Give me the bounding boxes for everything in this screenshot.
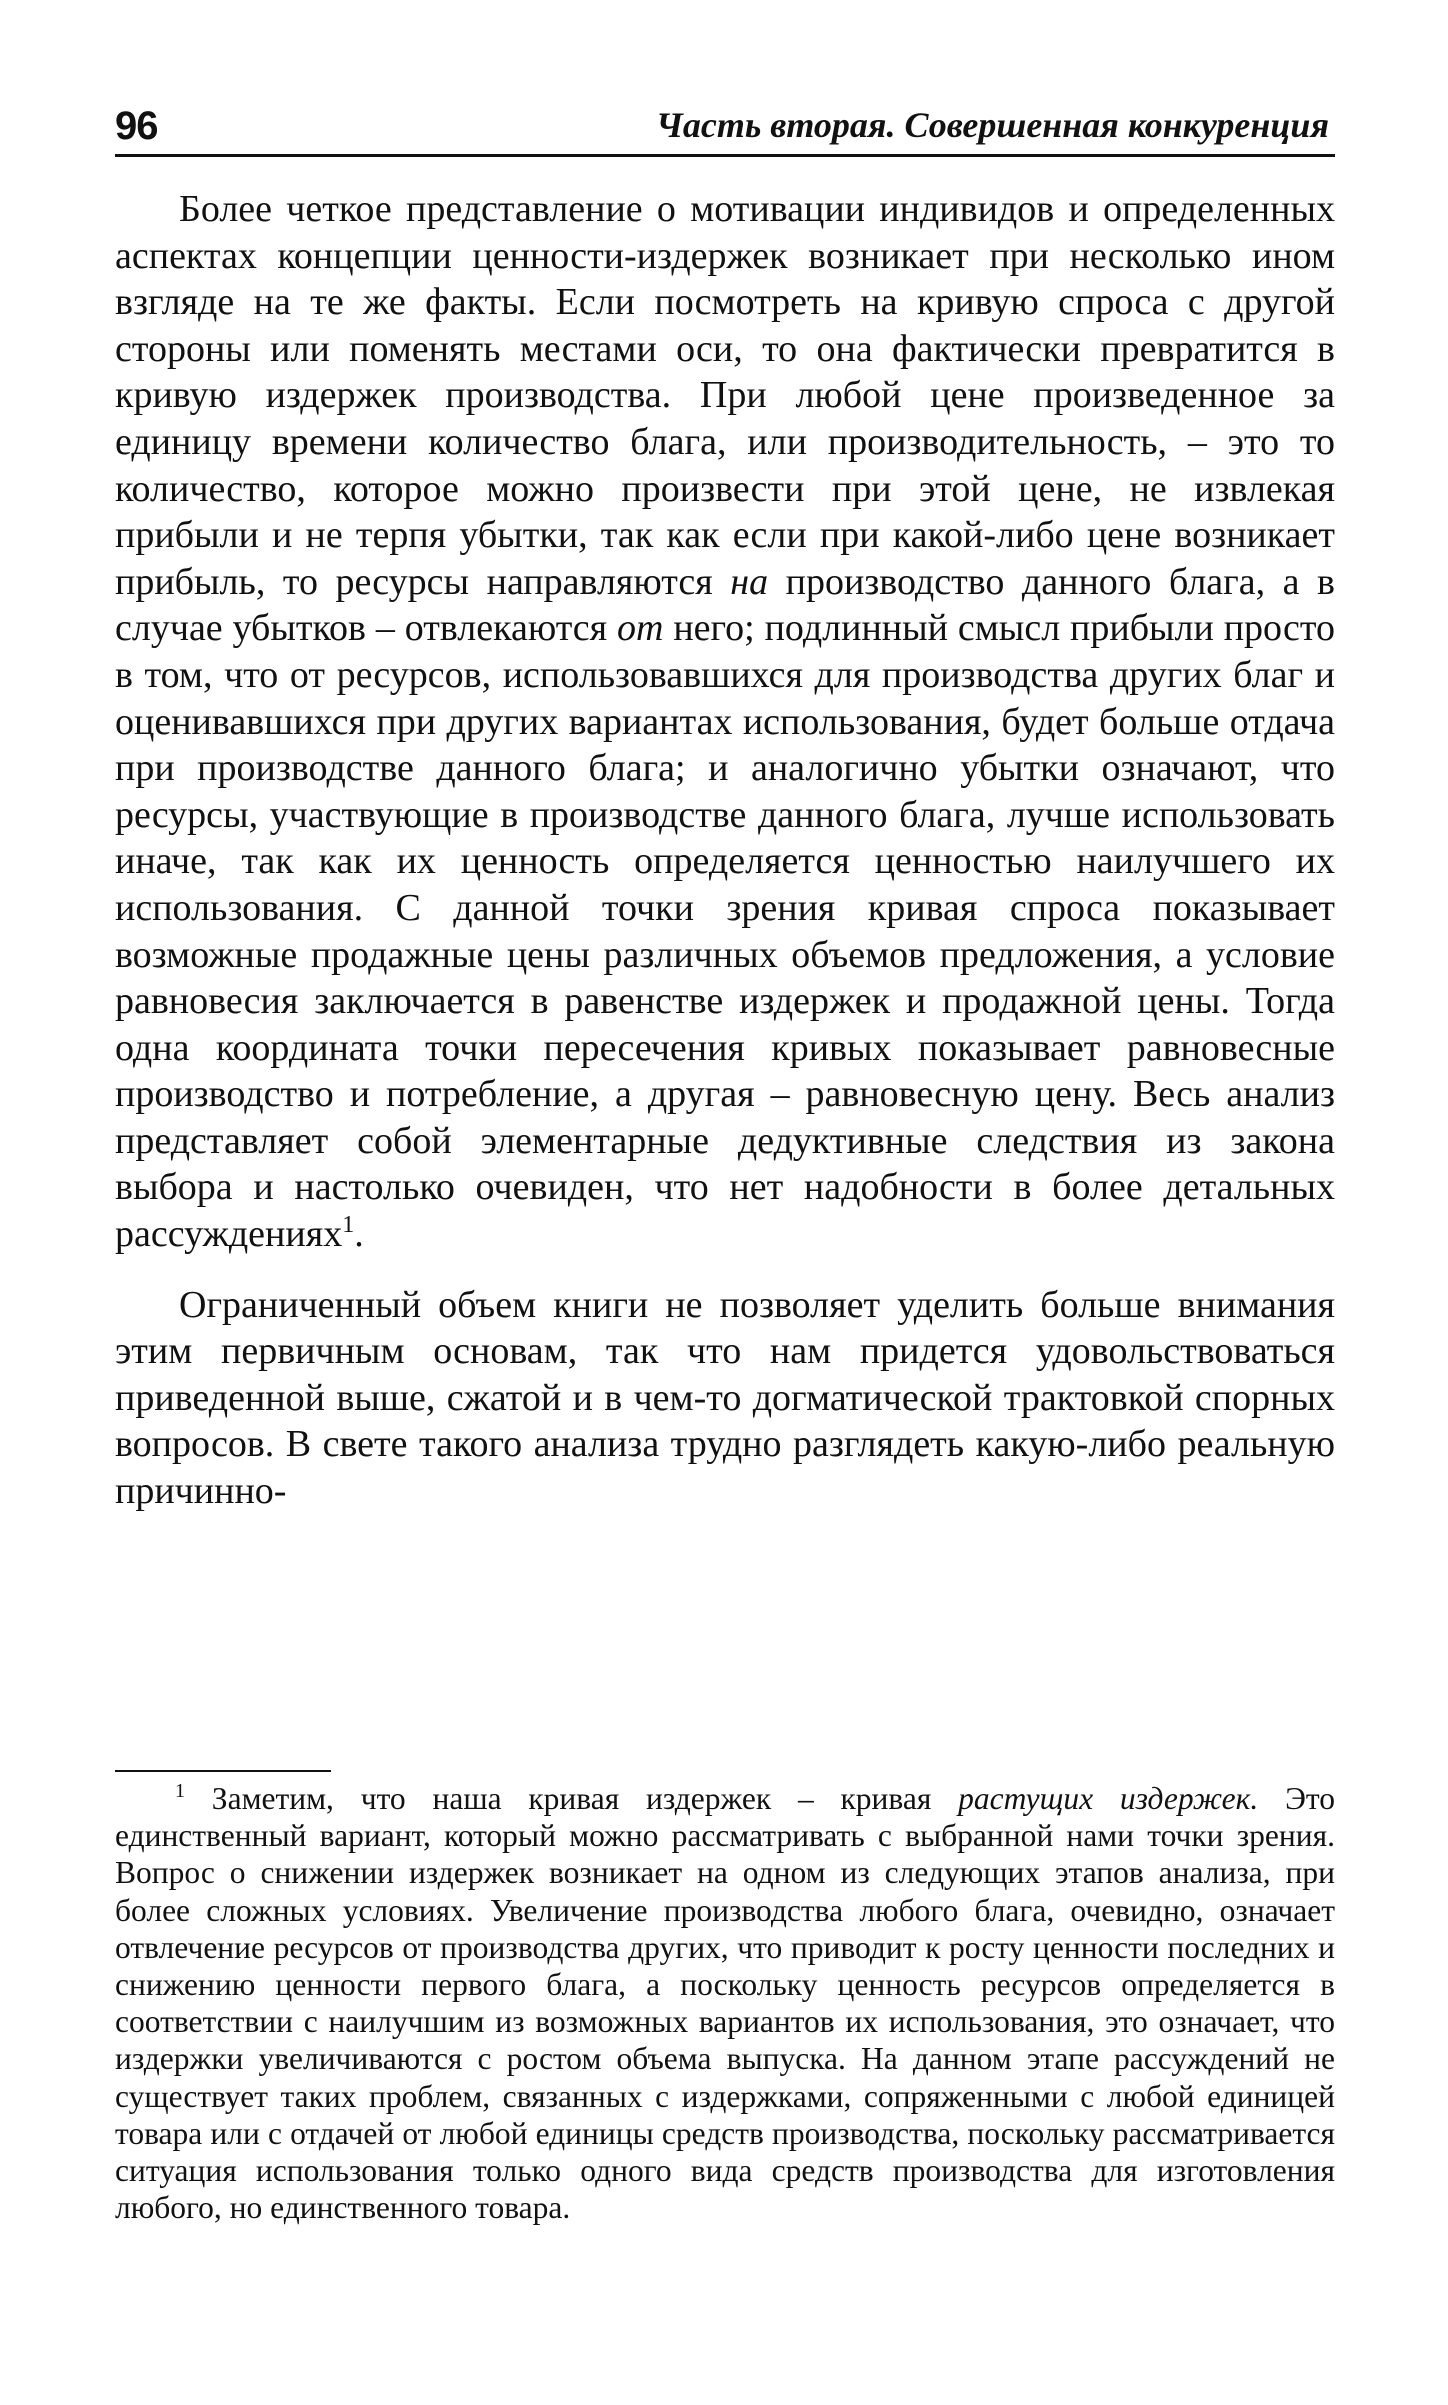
paragraph-1-part-b: производство данного блага, а в случае убытков – отвлекаются — [115, 560, 1335, 650]
footnote-text-a: Заметим, что наша кривая издержек – кривая — [185, 1781, 959, 1816]
page-number: 96 — [115, 104, 158, 148]
emphasis-na: на — [730, 560, 769, 603]
paragraph-1-part-a: Более четкое представление о мотивации индивидов и определенных аспектах концепции ценности-издержек возникает при несколько ином взгляде на те же факты. Если посмотреть на кривую спроса с другой стороны или поменять местами оси, то она фактически превратится в кривую издержек производства. При любой цене произведенное за единицу времени количество блага, или производительность, – это то количество, которое можно произвести при этой цене, не извлекая прибыли и не терпя убытки, так как если при какой-либо цене возникает прибыль, то ресурсы направляются — [115, 188, 1335, 603]
emphasis-ot: от — [617, 607, 664, 650]
page-header — [115, 98, 1335, 157]
footnote-mark: 1 — [175, 1780, 185, 1802]
paragraph-1 — [115, 186, 1335, 1258]
paragraph-2: Ограниченный объем книги не позволяет уделить больше внимания этим первичным основам, так что нам придется удовольствоваться приведенной выше, сжатой и в чем-то догматической трактовкой спорных вопросов. В свете такого анализа трудно разглядеть какую-либо реальную причинно- — [115, 1283, 1335, 1513]
footnote-text-b: Это единственный вариант, который можно рассматривать с выбранной нами точки зрения. Вопрос о снижении издержек возникает на одном из следующих этапов анализа, при более сложных условиях. Увеличение производства любого блага, очевидно, означает отвлечение ресурсов от производства других, что приводит к росту ценности последних и снижению ценности первого блага, а поскольку ценность ресурсов определяется в соответствии с наилучшим из возможных вариантов их использования, это означает, что издержки увеличиваются с ростом объема выпуска. На данном этапе рассуждений не существует таких проблем, связанных с издержками, сопряженными с любой единицей товара или с отдачей от любой единицы средств производства, поскольку рассматривается ситуация использования только одного вида средств производства для изготовления любого, но единственного товара. — [115, 1781, 1335, 2226]
footnote-divider — [115, 1770, 331, 1772]
running-title: Часть вторая. Совершенная конкуренция — [655, 105, 1329, 145]
paragraph-1-end: . — [354, 1213, 364, 1256]
paragraph-1-part-c: него; подлинный смысл прибыли просто в том, что от ресурсов, использовавшихся для производства других благ и оценивавшихся при других вариантах использования, будет больше отдача при производстве данного блага; и аналогично убытки означают, что ресурсы, участвующие в производстве данного блага, лучше использовать иначе, так как их ценность определяется ценностью наилучшего их использования. С данной точки зрения кривая спроса показывает возможные продажные цены различных объемов предложения, а условие равновесия заключается в равенстве издержек и продажной цены. Тогда одна координата точки пересечения кривых показывает равновесные производство и потребление, а другая – равновесную цену. Весь анализ представляет собой элементарные дедуктивные следствия из закона выбора и настолько очевиден, что нет надобности в более детальных рассуждениях — [115, 607, 1335, 1256]
footnote-reference: 1 — [342, 1212, 355, 1239]
footnote-emphasis: растущих издержек. — [958, 1781, 1259, 1816]
footnote — [115, 1780, 1335, 2226]
main-text — [115, 186, 1335, 1539]
